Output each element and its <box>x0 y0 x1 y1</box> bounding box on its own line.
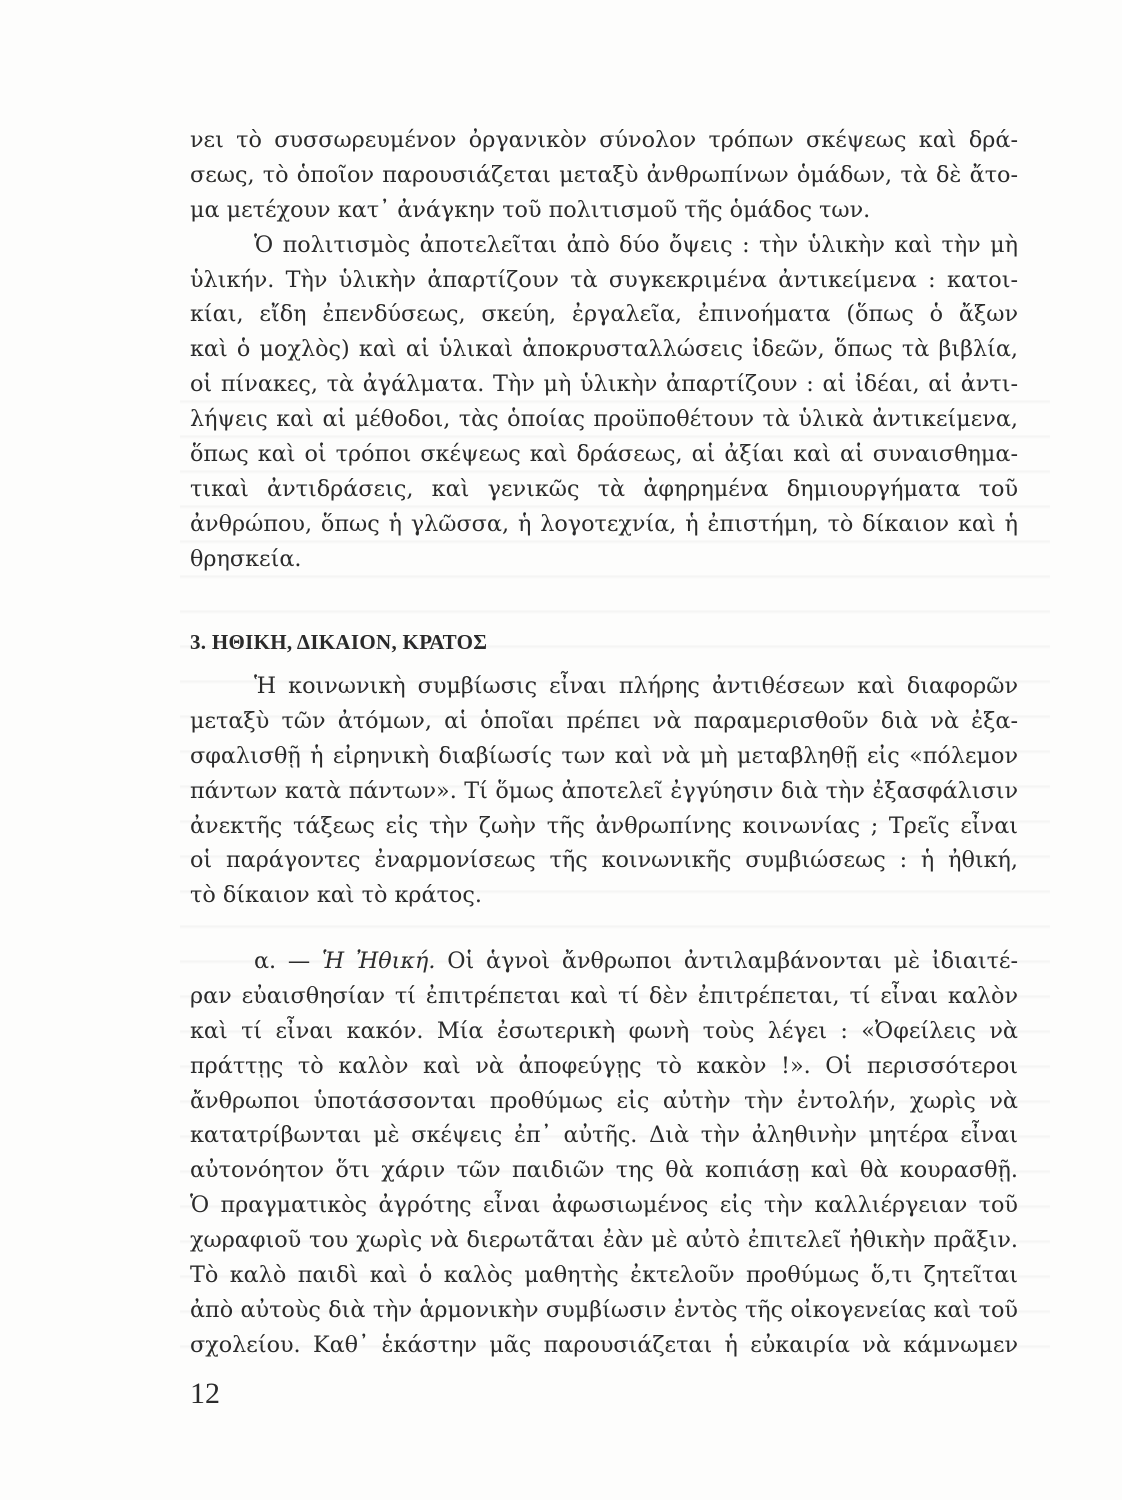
text-line: ἀνεκτῆς τάξεως εἰς τὴν ζωὴν τῆς ἀνθρωπίνης κοινωνίας ; Τρεῖς εἶναι <box>190 812 1018 839</box>
section-heading: 3. ΗΘΙΚΗ, ΔΙΚΑΙΟΝ, ΚΡΑΤΟΣ <box>190 630 488 654</box>
text-line: σφαλισθῇ ἡ εἰρηνικὴ διαβίωσίς των καὶ νὰ μὴ μεταβληθῇ εἰς «πόλεμον <box>190 742 1018 769</box>
subsection-marker: α. — <box>254 948 323 974</box>
text-line: ὑλικήν. Τὴν ὑλικὴν ἀπαρτίζουν τὰ συγκεκριμένα ἀντικείμενα : κατοι- <box>190 266 1018 293</box>
text-line: σχολείου. Καθ᾿ ἑκάστην μᾶς παρουσιάζεται ἡ εὐκαιρία νὰ κάμνωμεν <box>190 1331 1018 1358</box>
text-line: λήψεις καὶ αἱ μέθοδοι, τὰς ὁποίας προϋποθέτουν τὰ ὑλικὰ ἀντικείμενα, <box>190 406 1018 433</box>
text-line: καὶ τί εἶναι κακόν. Μία ἐσωτερικὴ φωνὴ τοὺς λέγει : «Ὀφείλεις νὰ <box>190 1017 1018 1044</box>
text-line: κίαι, εἴδη ἐπενδύσεως, σκεύη, ἐργαλεῖα, ἐπινοήματα (ὅπως ὁ ἄξων <box>190 301 1018 328</box>
text-line: πάντων κατὰ πάντων». Τί ὅμως ἀποτελεῖ ἐγγύησιν διὰ τὴν ἐξασφάλισιν <box>190 777 1018 804</box>
text-line: ἀνθρώπου, ὅπως ἡ γλῶσσα, ἡ λογοτεχνία, ἡ ἐπιστήμη, τὸ δίκαιον καὶ ἡ <box>190 510 1018 537</box>
body-text-bottom <box>190 944 1018 1363</box>
text-line: θρησκεία. <box>190 545 302 572</box>
text-line: καὶ ὁ μοχλὸς) καὶ αἱ ὑλικαὶ ἀποκρυσταλλώσεις ἰδεῶν, ὅπως τὰ βιβλία, <box>190 336 1018 363</box>
text-line: ραν εὐαισθησίαν τί ἐπιτρέπεται καὶ τί δὲν ἐπιτρέπεται, τί εἶναι καλὸν <box>190 982 1018 1009</box>
body-text-middle <box>190 669 1018 913</box>
text-line: χωραφιοῦ του χωρὶς νὰ διερωτᾶται ἐὰν μὲ αὐτὸ ἐπιτελεῖ ἠθικὴν πρᾶξιν. <box>190 1227 1018 1254</box>
text-line: ὅπως καὶ οἱ τρόποι σκέψεως καὶ δράσεως, αἱ ἀξίαι καὶ αἱ συναισθημα- <box>190 441 1018 468</box>
text-line: κατατρίβωνται μὲ σκέψεις ἐπ᾿ αὐτῆς. Διὰ τὴν ἀληθινὴν μητέρα εἶναι <box>190 1122 1018 1149</box>
subsection-first-line-text: Οἱ ἁγνοὶ ἄνθρωποι ἀντιλαμβάνονται μὲ ἰδιαιτέ- <box>435 948 1018 974</box>
text-line: αὐτονόητον ὅτι χάριν τῶν παιδιῶν της θὰ κοπιάσῃ καὶ θὰ κουρασθῇ. <box>190 1157 1018 1184</box>
text-line: τὸ δίκαιον καὶ τὸ κράτος. <box>190 882 482 909</box>
text-line: Ὁ πολιτισμὸς ἀποτελεῖται ἀπὸ δύο ὄψεις : τὴν ὑλικὴν καὶ τὴν μὴ <box>254 231 1018 258</box>
page-number: 12 <box>190 1377 220 1410</box>
text-line: σεως, τὸ ὁποῖον παρουσιάζεται μεταξὺ ἀνθρωπίνων ὁμάδων, τὰ δὲ ἄτο- <box>190 161 1018 188</box>
text-line: Ἡ κοινωνικὴ συμβίωσις εἶναι πλήρης ἀντιθέσεων καὶ διαφορῶν <box>254 673 1018 699</box>
text-line: μα μετέχουν κατ᾿ ἀνάγκην τοῦ πολιτισμοῦ τῆς ὁμάδος των. <box>190 196 871 223</box>
text-line: οἱ πίνακες, τὰ ἀγάλματα. Τὴν μὴ ὑλικὴν ἀπαρτίζουν : αἱ ἰδέαι, αἱ ἀντι- <box>190 371 1018 398</box>
text-line: Ὁ πραγματικὸς ἀγρότης εἶναι ἀφωσιωμένος εἰς τὴν καλλιέργειαν τοῦ <box>190 1192 1018 1219</box>
text-line: οἱ παράγοντες ἐναρμονίσεως τῆς κοινωνικῆς συμβιώσεως : ἡ ἠθική, <box>190 847 1018 874</box>
text-line: μεταξὺ τῶν ἀτόμων, αἱ ὁποῖαι πρέπει νὰ παραμερισθοῦν διὰ νὰ ἐξα- <box>190 707 1018 734</box>
subsection-title: Ἡ Ἠθική. <box>322 948 436 974</box>
text-line: τικαὶ ἀντιδράσεις, καὶ γενικῶς τὰ ἀφηρημένα δημιουργήματα τοῦ <box>190 475 1018 502</box>
text-line: πράττῃς τὸ καλὸν καὶ νὰ ἀποφεύγῃς τὸ κακὸν !». Οἱ περισσότεροι <box>190 1052 1018 1079</box>
text-line: ἄνθρωποι ὑποτάσσονται προθύμως εἰς αὐτὴν τὴν ἐντολήν, χωρὶς νὰ <box>190 1087 1018 1114</box>
text-line: νει τὸ συσσωρευμένον ὀργανικὸν σύνολον τρόπων σκέψεως καὶ δρά- <box>190 127 1018 153</box>
subsection-first-line <box>190 944 1018 979</box>
body-text-top <box>190 123 1018 577</box>
text-line: ἀπὸ αὐτοὺς διὰ τὴν ἁρμονικὴν συμβίωσιν ἐντὸς τῆς οἰκογενείας καὶ τοῦ <box>190 1296 1018 1323</box>
text-line: Τὸ καλὸ παιδὶ καὶ ὁ καλὸς μαθητὴς ἐκτελοῦν προθύμως ὅ,τι ζητεῖται <box>190 1262 1018 1289</box>
